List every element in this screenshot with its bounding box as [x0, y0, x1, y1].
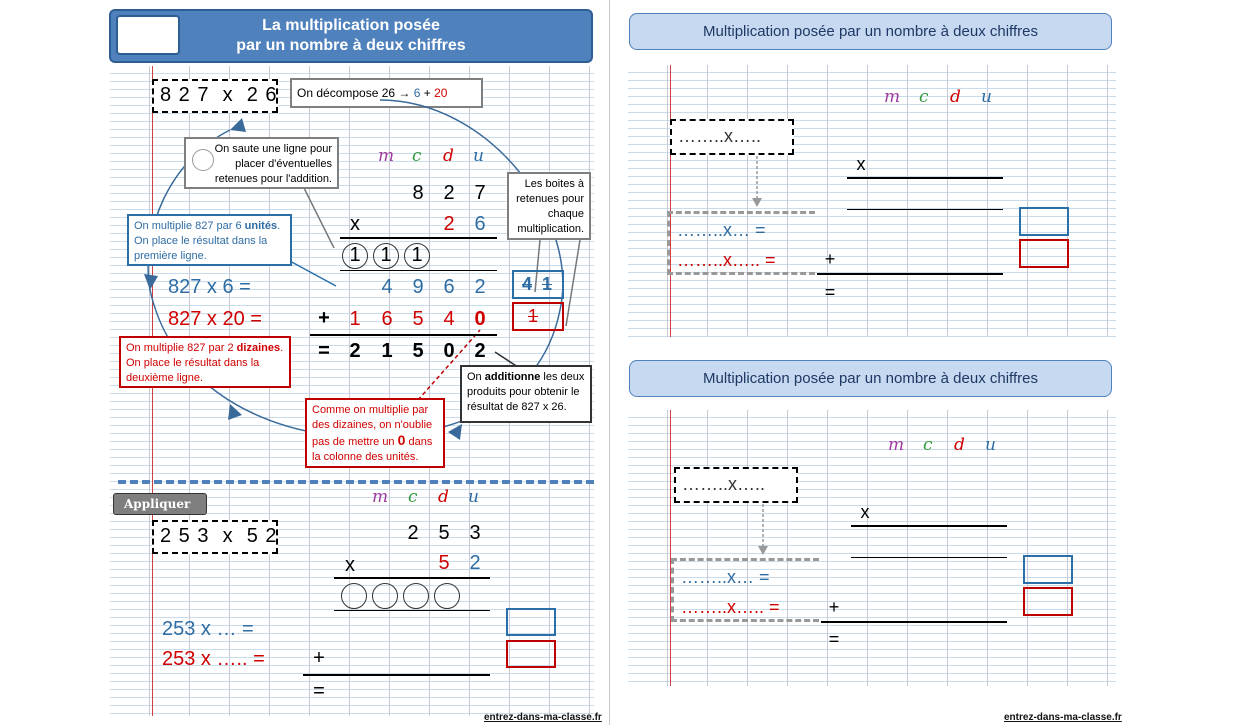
bottom-operation-box[interactable]	[674, 467, 798, 503]
bottom-carry-line	[851, 557, 1007, 558]
decompose-twenty: 20	[434, 86, 448, 100]
right-title-banner-bottom	[629, 360, 1112, 397]
note-tens-c: . On place le résultat dans la deuxième ligne.	[126, 342, 284, 384]
note-units-c: . On place le résultat dans la première ligne.	[134, 220, 281, 262]
top-times-sign: x	[856, 154, 866, 174]
times-sign: x	[350, 213, 360, 235]
note-tens-b: dizaines	[236, 342, 281, 354]
bottom-line2-blank[interactable]: ……..x….. =	[681, 597, 780, 617]
pointer-skip	[300, 180, 334, 248]
carry-box-red-value: 1	[528, 306, 539, 326]
partial1-digit: 9	[412, 276, 424, 298]
apply-multiplier-digit: 2	[469, 552, 481, 574]
partial2-digit: 1	[349, 308, 361, 330]
note-add-b: additionne	[484, 371, 541, 383]
note-zero-a: Comme on multiplie par des	[312, 404, 429, 431]
cycle-arrowhead-top	[230, 118, 246, 132]
note-boxes-text: Les boites à retenues pour chaque multiplication.	[516, 178, 584, 235]
apply-expr-tens: 253 x ….. =	[162, 648, 265, 670]
partial2-digit: 5	[412, 308, 424, 330]
result-digit: 5	[412, 340, 424, 362]
result-digit: 0	[443, 340, 455, 362]
note-tens-a: On multiplie 827 par 2	[126, 342, 237, 354]
right-footer[interactable]: entrez-dans-ma-classe.fr	[1004, 712, 1122, 723]
decompose-six: 6	[413, 86, 421, 100]
top-sum-line	[817, 273, 1003, 275]
top-header-u: u	[981, 87, 992, 107]
pointer-units	[288, 260, 336, 286]
result-digit: 1	[381, 340, 393, 362]
bottom-times-sign: x	[860, 502, 870, 522]
apply-equals-sign: =	[313, 680, 325, 702]
note-add	[460, 365, 592, 423]
top-header-d: d	[950, 87, 961, 107]
note-skip-line	[184, 137, 339, 189]
carry-box-blue-value: 1	[542, 274, 553, 294]
apply-label: Appliquer	[124, 497, 191, 511]
note-zero-e: dans la colonne des unités.	[312, 436, 433, 463]
bottom-header-u: u	[985, 435, 996, 455]
top-multiplication-line	[847, 177, 1003, 179]
top-carry-box-blue[interactable]	[1019, 207, 1069, 236]
right-worksheet	[612, 0, 1252, 725]
bottom-header-m: m	[888, 435, 905, 455]
top-lines-box	[667, 211, 815, 275]
left-worksheet	[0, 0, 610, 725]
partial2-digit: 6	[381, 308, 393, 330]
apply-banner	[113, 493, 207, 515]
apply-multiplication-line	[334, 577, 490, 579]
partial1-digit: 4	[381, 276, 393, 298]
bottom-header-d: d	[954, 435, 965, 455]
partial1-digit: 2	[474, 276, 486, 298]
note-boxes	[507, 172, 591, 240]
apply-times-sign: x	[345, 554, 355, 576]
apply-multiplicand-digit: 5	[438, 522, 450, 544]
apply-expr-units: 253 x … =	[162, 618, 254, 640]
right-title-banner-top	[629, 13, 1112, 50]
carry-line	[340, 270, 497, 271]
note-zero-d: 0	[397, 432, 406, 448]
pointer-box2	[566, 240, 580, 326]
apply-carry-circle[interactable]	[341, 583, 367, 609]
name-field[interactable]	[116, 15, 180, 55]
top-plus-sign: +	[824, 249, 836, 269]
apply-header-d: d	[438, 487, 449, 507]
page-separator	[609, 0, 610, 725]
note-skip-line-text: On saute une ligne pour placer d'éventuelles retenues pour l'addition.	[214, 143, 332, 185]
apply-operation-box	[152, 520, 278, 554]
left-footer[interactable]: entrez-dans-ma-classe.fr	[484, 712, 602, 723]
apply-sum-line	[303, 674, 490, 676]
left-title-line1: La multiplication posée	[262, 17, 440, 34]
skip-circle-icon	[192, 149, 214, 171]
multiplicand-digit: 8	[412, 182, 424, 204]
bottom-plus-sign: +	[828, 597, 840, 617]
bottom-operation-text: ……..x…..	[682, 474, 766, 494]
multiplicand-digit: 7	[474, 182, 486, 204]
note-add-c: les deux produits pour obtenir le résultat de 827 x 26.	[467, 371, 585, 413]
multiplicand-digit: 2	[443, 182, 455, 204]
note-add-a: On	[467, 371, 485, 383]
top-line1-blank[interactable]: ……..x… =	[677, 220, 766, 240]
carry-box-blue	[512, 270, 564, 299]
carry-digit: 1	[380, 244, 392, 266]
multiplier-digit: 6	[474, 213, 486, 235]
top-down-arrow	[751, 156, 763, 208]
apply-multiplier-digit: 5	[438, 552, 450, 574]
right-title-top: Multiplication posée par un nombre à deux chiffres	[703, 23, 1038, 40]
partial2-digit: 4	[443, 308, 455, 330]
apply-carry-box-blue[interactable]	[506, 608, 556, 636]
apply-carry-circle[interactable]	[434, 583, 460, 609]
left-title-banner	[109, 9, 593, 63]
top-header-c: c	[919, 87, 929, 107]
bottom-sum-line	[821, 621, 1007, 623]
apply-header-m: m	[372, 487, 389, 507]
apply-header-c: c	[408, 487, 418, 507]
apply-multiplicand-digit: 2	[407, 522, 419, 544]
bottom-carry-box-red[interactable]	[1023, 587, 1073, 616]
apply-carry-circle[interactable]	[403, 583, 429, 609]
operation-text: 8 2 7 x 2 6	[160, 84, 278, 106]
result-digit: 2	[474, 340, 486, 362]
note-units-b: unités	[244, 220, 278, 232]
partial1-digit: 6	[443, 276, 455, 298]
carry-box-blue-value: 4	[522, 274, 533, 294]
cycle-arrowhead-right	[448, 424, 462, 440]
apply-carry-box-red[interactable]	[506, 640, 556, 668]
right-margin-top	[670, 65, 671, 337]
note-tens	[119, 336, 291, 388]
apply-header-u: u	[468, 487, 479, 507]
carry-digit: 1	[349, 244, 361, 266]
decompose-plus: +	[420, 86, 435, 100]
right-title-bottom: Multiplication posée par un nombre à deux chiffres	[703, 370, 1038, 387]
note-zero-b: dizaines	[332, 419, 374, 431]
right-grid-top	[628, 65, 1116, 337]
expr-units: 827 x 6 =	[168, 276, 251, 298]
note-zero	[305, 398, 445, 468]
cycle-arrowhead-left	[144, 274, 158, 290]
bottom-down-arrow	[757, 504, 769, 556]
top-carry-box-red[interactable]	[1019, 239, 1069, 268]
bottom-line1-blank[interactable]: ……..x… =	[681, 567, 770, 587]
bottom-multiplication-line	[851, 525, 1007, 527]
left-title-line2: par un nombre à deux chiffres	[236, 37, 466, 54]
header-d: d	[443, 146, 454, 166]
bottom-header-c: c	[923, 435, 933, 455]
section-divider	[118, 480, 594, 484]
top-carry-line	[847, 209, 1003, 210]
bottom-carry-box-blue[interactable]	[1023, 555, 1073, 584]
carry-box-red	[512, 302, 564, 331]
note-units-a: On multiplie 827 par 6	[134, 220, 245, 232]
bottom-equals-sign: =	[828, 629, 840, 649]
carry-digit: 1	[411, 244, 423, 266]
header-m: m	[378, 146, 395, 166]
apply-plus-sign: +	[313, 647, 325, 669]
result-digit: 2	[349, 340, 361, 362]
header-c: c	[412, 146, 422, 166]
decompose-prefix: On décompose 26 →	[297, 86, 414, 100]
top-operation-box[interactable]	[670, 119, 794, 155]
top-header-m: m	[884, 87, 901, 107]
top-operation-text: ……..x…..	[678, 126, 762, 146]
multiplication-line	[340, 237, 497, 239]
apply-carry-line	[334, 610, 490, 611]
top-equals-sign: =	[824, 282, 836, 302]
bottom-lines-box	[671, 558, 819, 622]
note-units	[127, 214, 292, 266]
right-margin-bottom	[670, 410, 671, 686]
sum-line	[310, 334, 497, 336]
partial2-zero: 0	[474, 308, 486, 330]
right-grid-bottom	[628, 410, 1116, 686]
apply-multiplicand-digit: 3	[469, 522, 481, 544]
note-zero-c: , on n'oublie pas de mettre un	[312, 419, 433, 448]
multiplier-digit: 2	[443, 213, 455, 235]
apply-operation-text: 2 5 3 x 5 2	[160, 525, 278, 547]
header-u: u	[473, 146, 484, 166]
expr-tens: 827 x 20 =	[168, 308, 262, 330]
equals-sign: =	[318, 340, 330, 362]
plus-sign: +	[318, 307, 330, 329]
apply-carry-circle[interactable]	[372, 583, 398, 609]
top-line2-blank[interactable]: ……..x….. =	[677, 250, 776, 270]
